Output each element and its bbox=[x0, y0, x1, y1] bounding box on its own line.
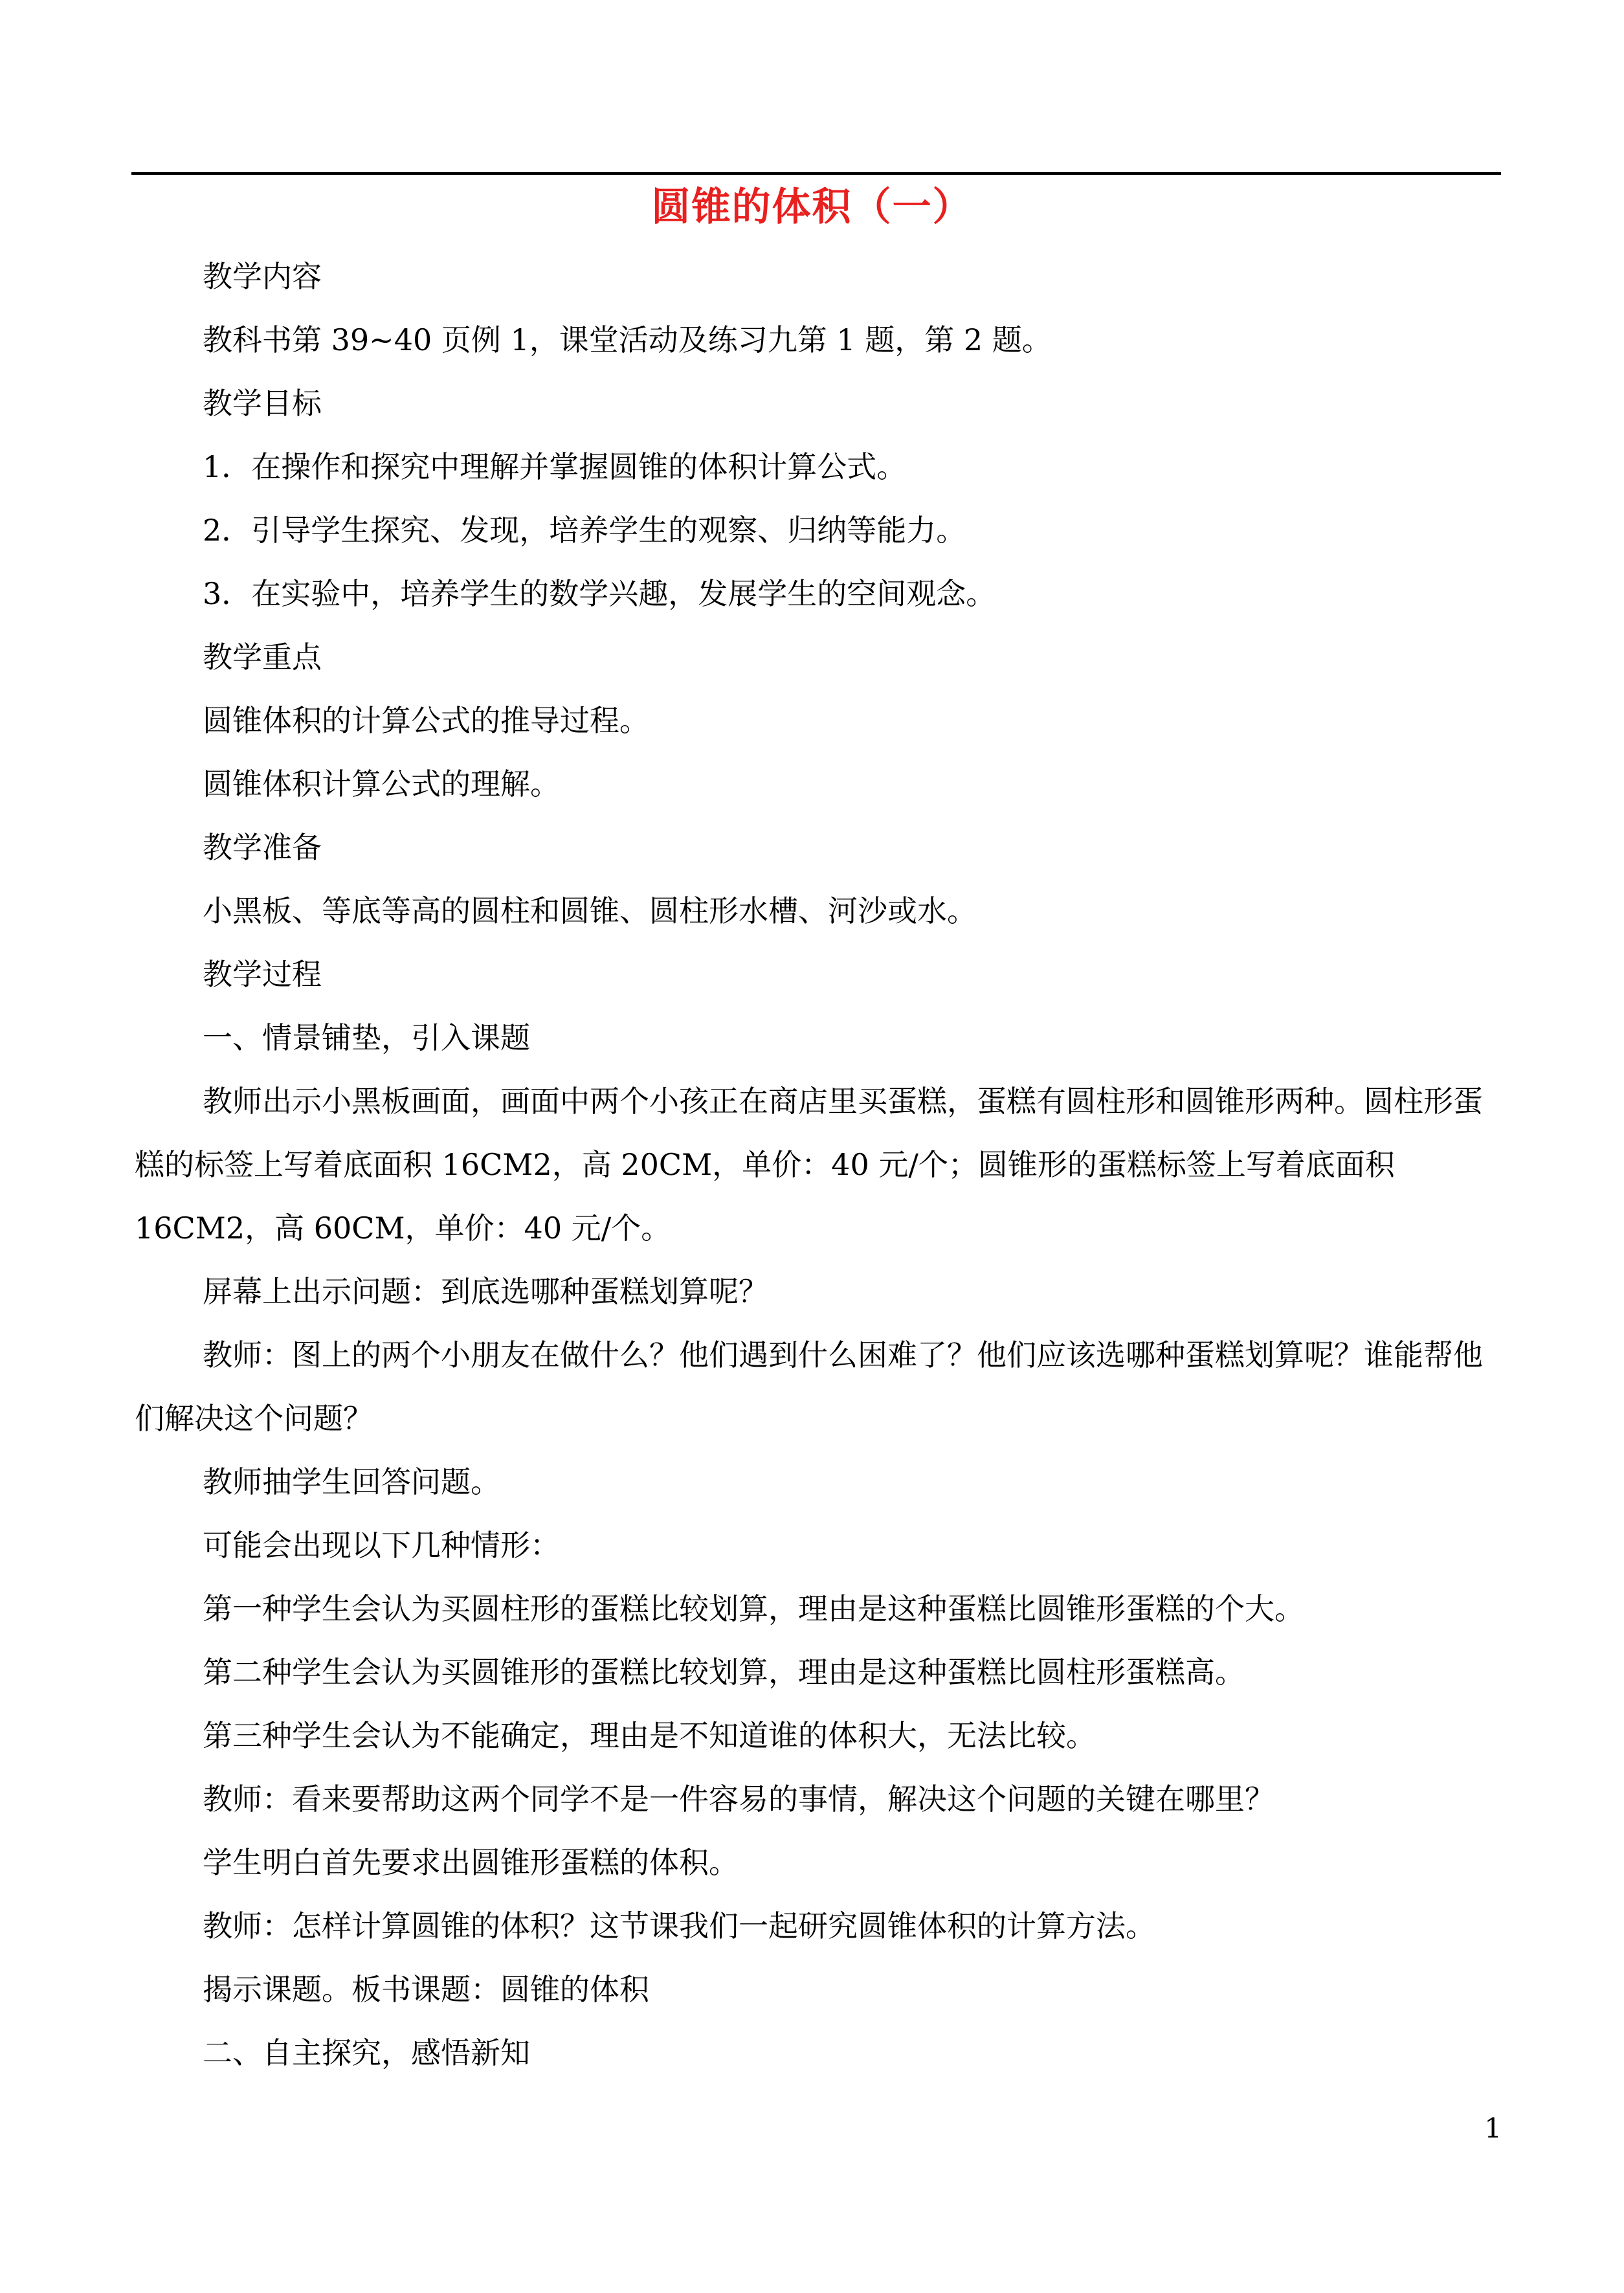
paragraph: 圆锥体积的计算公式的推导过程。 bbox=[203, 703, 649, 738]
header-rule bbox=[131, 172, 1501, 175]
section-heading-preparation: 教学准备 bbox=[203, 830, 322, 865]
section-heading-objectives: 教学目标 bbox=[203, 386, 322, 421]
paragraph: 第一种学生会认为买圆柱形的蛋糕比较划算，理由是这种蛋糕比圆锥形蛋糕的个大。 bbox=[203, 1591, 1304, 1626]
paragraph: 可能会出现以下几种情形： bbox=[203, 1528, 560, 1563]
paragraph: 教师出示小黑板画面，画面中两个小孩正在商店里买蛋糕，蛋糕有圆柱形和圆锥形两种。圆柱形蛋糕的标签上写着底面积 16CM2，高 20CM，单价：40 元/个；圆锥形的蛋糕标签上写着底面积 16CM2，高 60CM，单价：40 元/个。 bbox=[135, 1084, 1483, 1246]
paragraph: 揭示课题。板书课题：圆锥的体积 bbox=[203, 1972, 649, 2007]
paragraph: 教师：图上的两个小朋友在做什么？他们遇到什么困难了？他们应该选哪种蛋糕划算呢？谁能帮他们解决这个问题？ bbox=[135, 1337, 1483, 1436]
paragraph: 教师：看来要帮助这两个同学不是一件容易的事情，解决这个问题的关键在哪里？ bbox=[203, 1782, 1274, 1817]
subsection-heading: 一、情景铺垫，引入课题 bbox=[203, 1020, 530, 1055]
section-heading-process: 教学过程 bbox=[203, 957, 322, 992]
objective-item: 2．引导学生探究、发现，培养学生的观察、归纳等能力。 bbox=[203, 513, 966, 548]
objective-item: 1．在操作和探究中理解并掌握圆锥的体积计算公式。 bbox=[203, 449, 907, 484]
paragraph: 教师：怎样计算圆锥的体积？这节课我们一起研究圆锥体积的计算方法。 bbox=[203, 1908, 1155, 1943]
paragraph: 教师抽学生回答问题。 bbox=[203, 1464, 500, 1499]
paragraph: 第三种学生会认为不能确定，理由是不知道谁的体积大，无法比较。 bbox=[203, 1718, 1096, 1753]
paragraph: 学生明白首先要求出圆锥形蛋糕的体积。 bbox=[203, 1845, 739, 1880]
paragraph: 小黑板、等底等高的圆柱和圆锥、圆柱形水槽、河沙或水。 bbox=[203, 893, 977, 928]
paragraph: 圆锥体积计算公式的理解。 bbox=[203, 766, 560, 801]
subsection-heading: 二、自主探究，感悟新知 bbox=[203, 2035, 530, 2070]
document-title: 圆锥的体积（一） bbox=[651, 185, 973, 230]
paragraph: 教科书第 39~40 页例 1，课堂活动及练习九第 1 题，第 2 题。 bbox=[203, 322, 1052, 357]
section-heading-key-points: 教学重点 bbox=[203, 640, 322, 675]
page-number: 1 bbox=[1484, 2112, 1502, 2144]
paragraph: 屏幕上出示问题：到底选哪种蛋糕划算呢？ bbox=[203, 1274, 768, 1309]
objective-item: 3．在实验中，培养学生的数学兴趣，发展学生的空间观念。 bbox=[203, 576, 996, 611]
document-body bbox=[135, 245, 1500, 2085]
paragraph: 第二种学生会认为买圆锥形的蛋糕比较划算，理由是这种蛋糕比圆柱形蛋糕高。 bbox=[203, 1655, 1245, 1690]
section-heading-content: 教学内容 bbox=[203, 259, 322, 294]
